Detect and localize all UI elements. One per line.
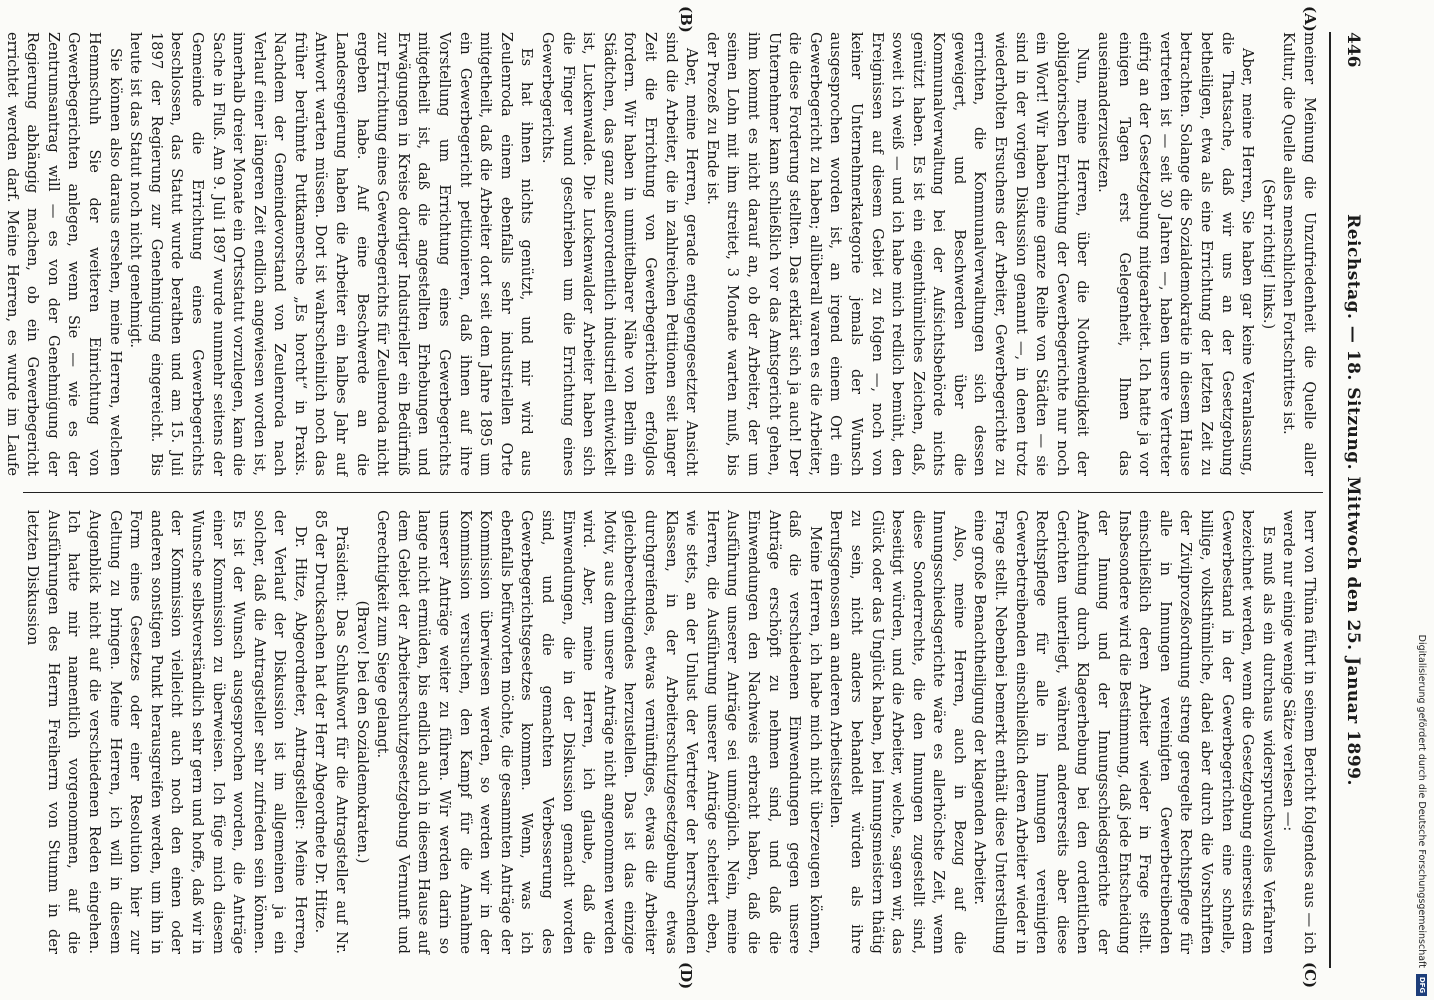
- paragraph: Sie können also daraus ersehen, meine Herren, welchen Hemmschuh Sie der weiteren Einrichtung von Gewerbegerichten anlegen, wenn Sie — wie es der Zentrumsantrag will — es von der Genehmigung der Regierung abhängig machen, ob ein Gewerbegericht errichtet werden darf. Meine Herren, es wurde im Laufe: [3, 32, 124, 476]
- quotation: Es muß als ein durchaus widerspruchsvolles Verfahren bezeichnet werden, wenn die Gesetzgebung einerseits dem Gewerbestand in der Gewerbegerichten eine schnelle, billige, volksthümliche, dabei aber durch die Vorschriften der Zivilprozeßordnung streng geregelte Rechtspflege für alle in Innungen vereinigten Gewerbetreibenden einschließlich deren Arbeiter wieder in Frage stellt. Insbesondere wird die Bestimmung, daß jede Entscheidung der Innung und der Innungsschiedsgerichte der Anfechtung durch Klageerhebung bei den ordentlichen Gerichten unterliegt, während andererseits aber diese Rechtspflege für alle in Innungen vereinigten Gewerbetreibenden einschließlich deren Arbeiter wieder in Frage stellt. Nebenbei bemerkt enthält diese Unterstellung eine große Benachtheiligung der klagenden Arbeiter.: [971, 510, 1277, 954]
- paragraph: Nun, meine Herren, über die Nothwendigkeit der obligatorischen Errichtung der Gewerbegerichte nur noch ein Wort! Wir haben eine ganze Reihe von Städten — sie sind in der vorigen Diskussion genannt —, in denen trotz wiederholten Ersuchens der Arbeiter, Gewerbegerichte zu errichten, die Kommunalverwaltungen sich dessen geweigert, und Beschwerden über die Kommunalverwaltung bei der Aufsichtsbehörde nichts genützt haben. Es ist ein eigenthümliches Zeichen, daß, soweit ich weiß — und ich habe mich redlich bemüht, den Ereignissen auf diesem Gebiet zu folgen —, noch von keiner Unternehmerkategorie jemals der Wunsch ausgesprochen worden ist, an irgend einem Ort ein Gewerbegericht zu haben; allüberall waren es die Arbeiter, die diese Forderung stellten. Das erklärt sich ja auch! Der Unternehmer kann schließlich vor das Amtsgericht gehen, ihm kommt es nicht darauf an, ob der Arbeiter, der um seinen Lohn mit ihm streitet, 3 Monate warten muß, bis der Prozeß zu Ende ist.: [703, 32, 1092, 476]
- interjection: (Bravo! bei den Sozialdemokraten.): [353, 600, 371, 864]
- interjection: (Sehr richtig! links.): [1259, 178, 1277, 330]
- margin-mark-a: (A): [1301, 6, 1319, 32]
- left-column: [3, 32, 1319, 476]
- footer-text-row: [1411, 6, 1427, 996]
- paragraph: Also, meine Herren, auch in Bezug auf die Innungsschiedsgerichte wäre es allerhöchste Zeit, wenn diese Sonderrechte, die den Innungen zugestellt sind, beseitigt würden, und die Arbeiter, welche, sagen wir, das Glück oder das Unglück haben, bei Innungsmeistern thätig zu sein, nicht anders behandelt würden als ihre Berufsgenossen an anderen Arbeitsstellen.: [827, 510, 968, 954]
- funding-note: Digitalisierung gefördert durch die Deutsche Forschungsgemeinschaft: [1416, 634, 1427, 968]
- paragraph: herr von Thüna führt in seinem Bericht folgendes aus — ich werde nur einige wenige Sätze verlesen —:: [1280, 510, 1318, 954]
- page-number: 446: [1343, 32, 1363, 68]
- margin-mark-c: (C): [1301, 962, 1319, 989]
- page-header: [1329, 32, 1367, 968]
- paragraph: Aber, meine Herren, Sie haben gar keine Veranlassung, die Thatsache, daß wir uns an der Gesetzgebung betheiligen, etwa als eine Errichtung der letzten Zeit zu betrachten. Solange die Sozialdemokratie in diesem Hause vertreten ist — seit 30 Jahren —, haben unsere Vertreter eifrig an der Gesetzgebung mitgearbeitet. Ich hatte ja vor einigen Tagen erst Gelegenheit, Ihnen das auseinanderzusetzen.: [1095, 32, 1257, 476]
- paragraph: Aber, meine Herren, gerade entgegengesetzter Ansicht sind die Arbeiter, die in zahlreichen Petitionen seit langer Zeit die Errichtung von Gewerbegerichten erfolglos fordern. Wir haben in unmittelbarer Nähe von Berlin ein Städtchen, das ganz außerordentlich industriell entwickelt ist, Luckenwalde. Die Luckenwalder Arbeiter haben sich die Finger wund geschrieben um die Errichtung eines Gewerbegerichts.: [539, 32, 701, 476]
- paragraph: meiner Meinung die Unzufriedenheit die Quelle aller Kultur, die Quelle alles menschlichen Fortschrittes ist.: [1280, 32, 1318, 476]
- paragraph: Dr. Hitze, Abgeordneter, Antragsteller: Meine Herren, der Verlauf der Diskussion ist im allgemeinen ja ein solcher, daß die Antragsteller sehr zufrieden sein können. Es ist der Wunsch ausgesprochen worden, die Anträge einer Kommission zu überweisen. Ich füge mich diesem Wunsche selbstverständlich sehr gern und hoffe, daß wir in der Kommission vielleicht auch noch den einen oder anderen sonstigen Punkt herausgreifen werden, um ihn in Form eines Gesetzes oder einer Resolution hier zur Geltung zu bringen. Meine Herren, ich will in diesem Augenblick nicht auf die verschiedenen Reden eingehen. Ich hatte mir namentlich vorgenommen, auf die Ausführungen des Herrn Freiherrn von Stumm in der letzten Diskussion: [24, 510, 309, 954]
- right-column: [24, 510, 1319, 954]
- paragraph: Es hat ihnen nichts genützt, und mir wird aus Zeulenroda einem ebenfalls sehr industriellen Orte mitgetheilt, daß die Arbeiter dort seit dem Jahre 1895 um ein Gewerbegericht petitionieren, daß ihnen auf ihre Vorstellung um Errichtung eines Gewerbegerichts mitgetheilt ist, daß die angestellten Erhebungen und Erwägungen in Kreise dortiger Industrieller ein Bedürfniß zur Errichtung eines Gewerbegerichts für Zeulenroda nicht ergeben habe. Auf eine Beschwerde an die Landesregierung haben die Arbeiter ein halbes Jahr auf Antwort warten müssen. Dort ist wahrscheinlich noch das früher berühmte Puttkamersche „Es horcht“ in Praxis. Nachdem der Gemeindevorstand von Zeulenroda nach Verlauf einer längeren Zeit endlich angewiesen worden ist, innerhalb dreier Monate ein Ortsstatut vorzulegen, kam die Sache in Fluß. Am 9. Juli 1897 wurde nunmehr seitens der Gemeinde die Errichtung eines Gewerbegerichts beschlossen, das Statut wurde berathen und am 15. Juli 1897 der Regierung zur Genehmigung eingereicht. Bis heute ist das Statut noch nicht genehmigt.: [127, 32, 536, 476]
- paragraph: Präsident: Das Schlußwort für die Antragsteller auf Nr. 85 der Drucksachen hat der Herr Abgeordnete Dr. Hitze.: [312, 510, 351, 954]
- footer: [1411, 6, 1431, 996]
- margin-mark-b: (B): [677, 6, 695, 33]
- dfg-logo: DFG: [1416, 974, 1427, 996]
- column-divider: [23, 492, 1323, 493]
- margin-mark-d: (D): [677, 962, 695, 990]
- rotated-document: [5, 0, 1385, 1000]
- paragraph: Meine Herren, ich habe mich nicht überzeugen können, daß die verschiedenen Einwendungen gegen unsere Anträge erschöpft zu nehmen sind, und daß die Einwendungen den Nachweis erbracht haben, daß die Ausführung unserer Anträge sei unmöglich. Nein, meine Herren, die Ausführung unserer Anträge scheitert eben, wie stets, an der Unlust der Vertreter der herrschenden Klassen, in der Arbeiterschutzgesetzgebung etwas durchgreifendes, etwas vernünftiges, etwas die Arbeiter gleichberechtigendes herzustellen. Das ist das einzige Motiv, aus dem unsere Anträge nicht angenommen werden wird. Aber, meine Herren, ich glaube, daß die Einwendungen, die in der Diskussion gemacht worden sind, und die gemachten Verbesserung des Gewerbegerichtsgesetzes kommen. Wenn, was ich ebenfalls befürworten möchte, die gesammten Anträge der Kommission überwiesen werden, so werden wir in der Kommission versuchen, den Kampf für die Annahme unserer Anträge weiter zu führen. Wir werden darin so lange nicht ermüden, bis endlich auch in diesem Hause auf dem Gebiet der Arbeiterschutzgesetzgebung Vernunft und Gerechtigkeit zum Siege gelangt.: [374, 510, 824, 954]
- page-title: Reichstag. — 18. Sitzung. Mittwoch den 25. Januar 1899.: [1343, 214, 1363, 786]
